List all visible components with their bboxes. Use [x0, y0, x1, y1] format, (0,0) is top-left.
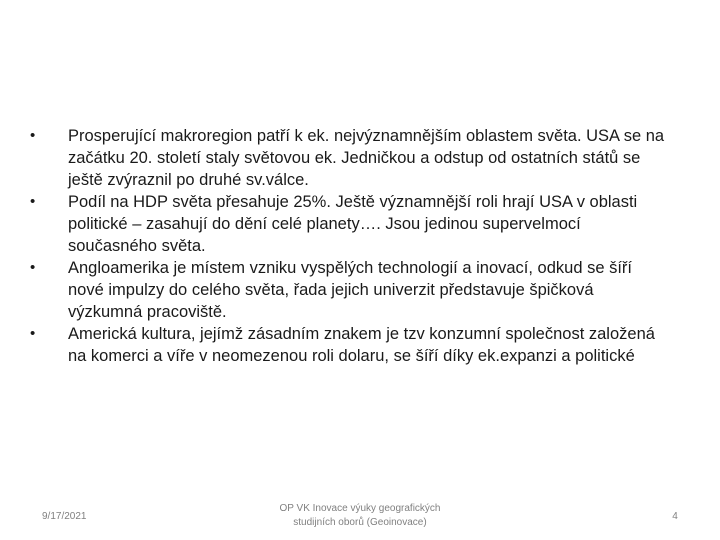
bullet-text: Podíl na HDP světa přesahuje 25%. Ještě významnější roli hrají USA v oblasti politické – zasahují do dění celé planety…. Jsou jedinou supervelmocí současného světa.: [68, 193, 638, 255]
bullet-dot-icon: •: [30, 127, 36, 144]
slide-content: [30, 125, 670, 367]
footer-date: 9/17/2021: [42, 511, 87, 522]
footer-page-number: 4: [672, 511, 678, 522]
footer-center-text: [250, 502, 470, 530]
bullet-dot-icon: •: [30, 325, 36, 342]
bullet-text: Angloamerika je místem vzniku vyspělých technologií a inovací, odkud se šíří nové impulzy do celého světa, řada jejich univerzit představuje špičková výzkumná pracoviště.: [68, 259, 633, 321]
bullet-list: [30, 125, 670, 367]
bullet-item: [30, 323, 670, 367]
bullet-text: Prosperující makroregion patří k ek. nejvýznamnějším oblastem světa. USA se na začátku 20. století staly světovou ek. Jedničkou a odstup od ostatních států se ještě zvýraznil po druhé sv.válce.: [68, 127, 665, 189]
footer-center-line-1: OP VK Inovace výuky geografických: [279, 503, 441, 514]
bullet-dot-icon: •: [30, 193, 36, 210]
footer-center-line-2: studijních oborů (Geoinovace): [293, 517, 427, 528]
bullet-item: [30, 125, 670, 191]
bullet-item: [30, 257, 670, 323]
bullet-text: Americká kultura, jejímž zásadním znakem je tzv konzumní společnost založená na komerci a víře v neomezenou roli dolaru, se šíří díky ek.expanzi a politické: [68, 325, 655, 365]
bullet-dot-icon: •: [30, 259, 36, 276]
bullet-item: [30, 191, 670, 257]
